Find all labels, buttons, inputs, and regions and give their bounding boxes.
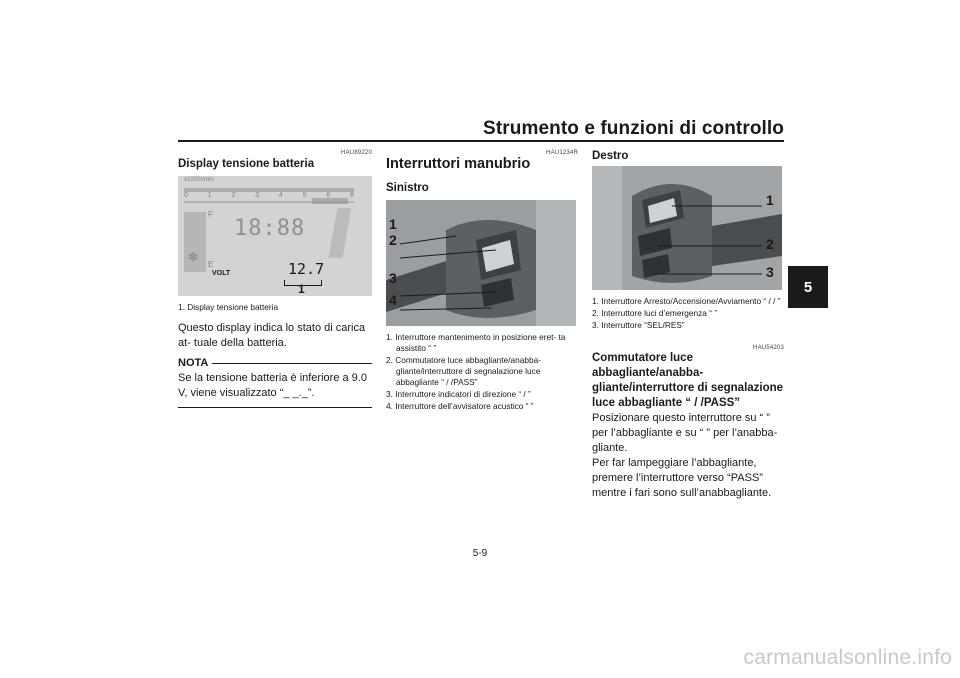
middle-column	[386, 150, 578, 413]
callout-number: 1	[766, 192, 774, 208]
figure-caption	[592, 296, 784, 331]
section-subheading: Destro	[592, 150, 629, 162]
caption-item: 2. Interruttore luci d’emergenza “ ”	[592, 308, 717, 318]
battery-display-figure	[178, 176, 372, 296]
callout-number: 3	[389, 270, 397, 286]
right-switch-photo	[592, 166, 782, 290]
body-paragraph: Questo display indica lo stato di carica at- tuale della batteria.	[178, 322, 366, 349]
note-end-rule	[178, 407, 372, 408]
callout-number: 1	[389, 216, 397, 232]
left-switch-photo	[386, 200, 576, 326]
callout-number: 3	[766, 264, 774, 280]
caption-item: 1. Display tensione batteria	[178, 302, 279, 312]
watermark: carmanualsonline.info	[743, 646, 952, 669]
caption-item: 3. Interruttore “SEL/RES”	[592, 320, 685, 330]
fuel-empty-label: E	[208, 260, 214, 269]
callout-number: 2	[389, 232, 397, 248]
right-column	[592, 150, 784, 501]
scale-tick: 8	[350, 192, 354, 199]
callout-number: 4	[389, 292, 397, 308]
scale-tick: 4	[278, 192, 283, 199]
caption-item: 2. Commutatore luce abbagliante/anabba- gliante/interruttore di segnalazione luce abbagliante “ / /PASS”	[386, 355, 541, 387]
left-column	[178, 150, 372, 408]
section-subheading: Sinistro	[386, 182, 429, 194]
section-code: HAU89220	[341, 150, 372, 156]
caption-item: 1. Interruttore Arresto/Accensione/Avviamento “ / / ”	[592, 296, 781, 306]
section-heading: Display tensione batteria	[178, 158, 315, 170]
volt-label: VOLT	[212, 270, 231, 277]
caption-item: 3. Interruttore indicatori di direzione “ / ”	[386, 389, 531, 399]
callout-number: 1	[298, 282, 305, 296]
chapter-tab: 5	[788, 266, 828, 308]
page-header-title: Strumento e funzioni di controllo	[483, 118, 784, 139]
figure-caption	[178, 302, 372, 313]
scale-tick: 5	[302, 192, 307, 199]
note-label: NOTA	[178, 357, 209, 369]
section-code: HAU1234R	[546, 150, 578, 156]
rpm-scale	[184, 192, 354, 199]
handlebar-right-graphic	[592, 166, 782, 290]
caption-item: 1. Interruttore mantenimento in posizione eret- ta assistito “ ”	[386, 332, 566, 353]
callout-number: 2	[766, 236, 774, 252]
page-number: 5-9	[472, 548, 488, 559]
body-paragraph: Per far lampeggiare l’abbagliante, premere l’interruttore verso “PASS” mentre i fari sono sull’anabbagliante.	[592, 457, 772, 499]
note-header	[178, 357, 372, 369]
volt-value: 12.7	[288, 260, 325, 278]
note-body: Se la tensione batteria è inferiore a 9.0 V, viene visualizzato “_ _._”.	[178, 372, 367, 399]
handlebar-left-graphic	[386, 200, 576, 326]
section-heading: Interruttori manubrio	[386, 156, 531, 172]
scale-tick: 1	[207, 192, 212, 199]
fuel-full-label: F	[208, 210, 213, 219]
section-code: HAU54203	[753, 345, 784, 351]
clock-display: 18:88	[234, 216, 306, 241]
scale-tick: 0	[184, 192, 188, 199]
figure-caption	[386, 332, 578, 412]
header-rule	[178, 140, 784, 142]
caption-item: 4. Interruttore dell’avvisatore acustico “ ”	[386, 401, 534, 411]
section-heading: Commutatore luce abbagliante/anabba- gliante/interruttore di segnalazione luce abbagliante “ / /PASS”	[592, 352, 784, 409]
rpm-label: x1000r/min	[184, 177, 214, 183]
scale-tick: 2	[231, 192, 236, 199]
scale-tick: 6	[326, 192, 331, 199]
scale-tick: 3	[255, 192, 260, 199]
body-paragraph: Posizionare questo interruttore su “ ” per l’abbagliante e su “ ” per l’anabba- gliante.	[592, 412, 778, 454]
note-rule	[212, 363, 372, 364]
svg-text:✽: ✽	[188, 250, 199, 264]
